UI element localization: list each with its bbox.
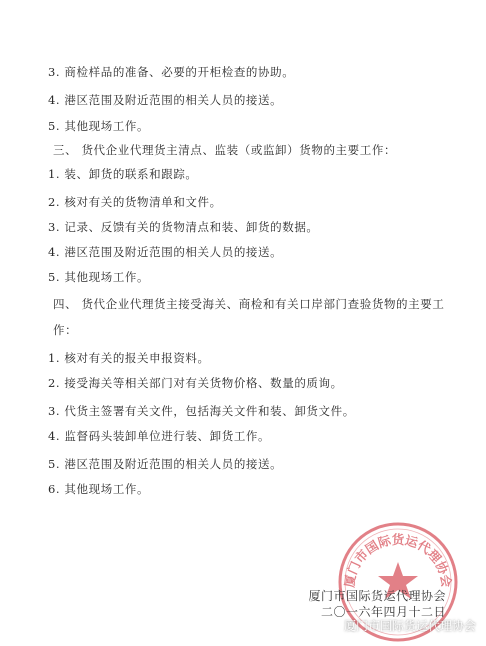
list-item: 2. 核对有关的货物清单和文件。 — [48, 195, 222, 209]
watermark-text: 厦门市国际货运代理协会 — [344, 618, 477, 633]
list-item: 4. 港区范围及附近范围的相关人员的接送。 — [48, 245, 283, 259]
list-item: 5. 港区范围及附近范围的相关人员的接送。 — [48, 457, 283, 471]
section-heading: 三、 货代企业代理货主清点、监装（或监卸）货物的主要工作： — [53, 143, 397, 157]
list-item: 5. 其他现场工作。 — [48, 270, 150, 284]
section-heading: 四、 货代企业代理货主接受海关、商检和有关口岸部门查验货物的主要工 — [53, 297, 445, 311]
section-heading-continued: 作： — [53, 323, 78, 337]
list-item: 1. 装、卸货的联系和跟踪。 — [48, 167, 198, 181]
list-item: 3. 记录、反馈有关的货物清点和装、卸货的数据。 — [48, 220, 319, 234]
list-item: 4. 港区范围及附近范围的相关人员的接送。 — [48, 93, 283, 107]
list-item: 3. 代货主签署有关文件，包括海关文件和装、卸货文件。 — [48, 404, 355, 418]
wechat-watermark — [318, 614, 476, 636]
list-item: 3. 商检样品的准备、必要的开柜检查的协助。 — [48, 65, 295, 79]
wechat-icon — [318, 616, 340, 634]
list-item: 2. 接受海关等相关部门对有关货物价格、数量的质询。 — [48, 376, 343, 390]
list-item: 6. 其他现场工作。 — [48, 482, 150, 496]
list-item: 4. 监督码头装卸单位进行装、卸货工作。 — [48, 429, 271, 443]
seal-text: 厦门市国际货运代理协会 — [341, 532, 455, 589]
list-item: 5. 其他现场工作。 — [48, 119, 150, 133]
signature-date: 二〇一六年四月十二日 — [320, 605, 446, 619]
signature-organization: 厦门市国际货运代理协会 — [308, 589, 446, 603]
list-item: 1. 核对有关的报关申报资料。 — [48, 351, 210, 365]
